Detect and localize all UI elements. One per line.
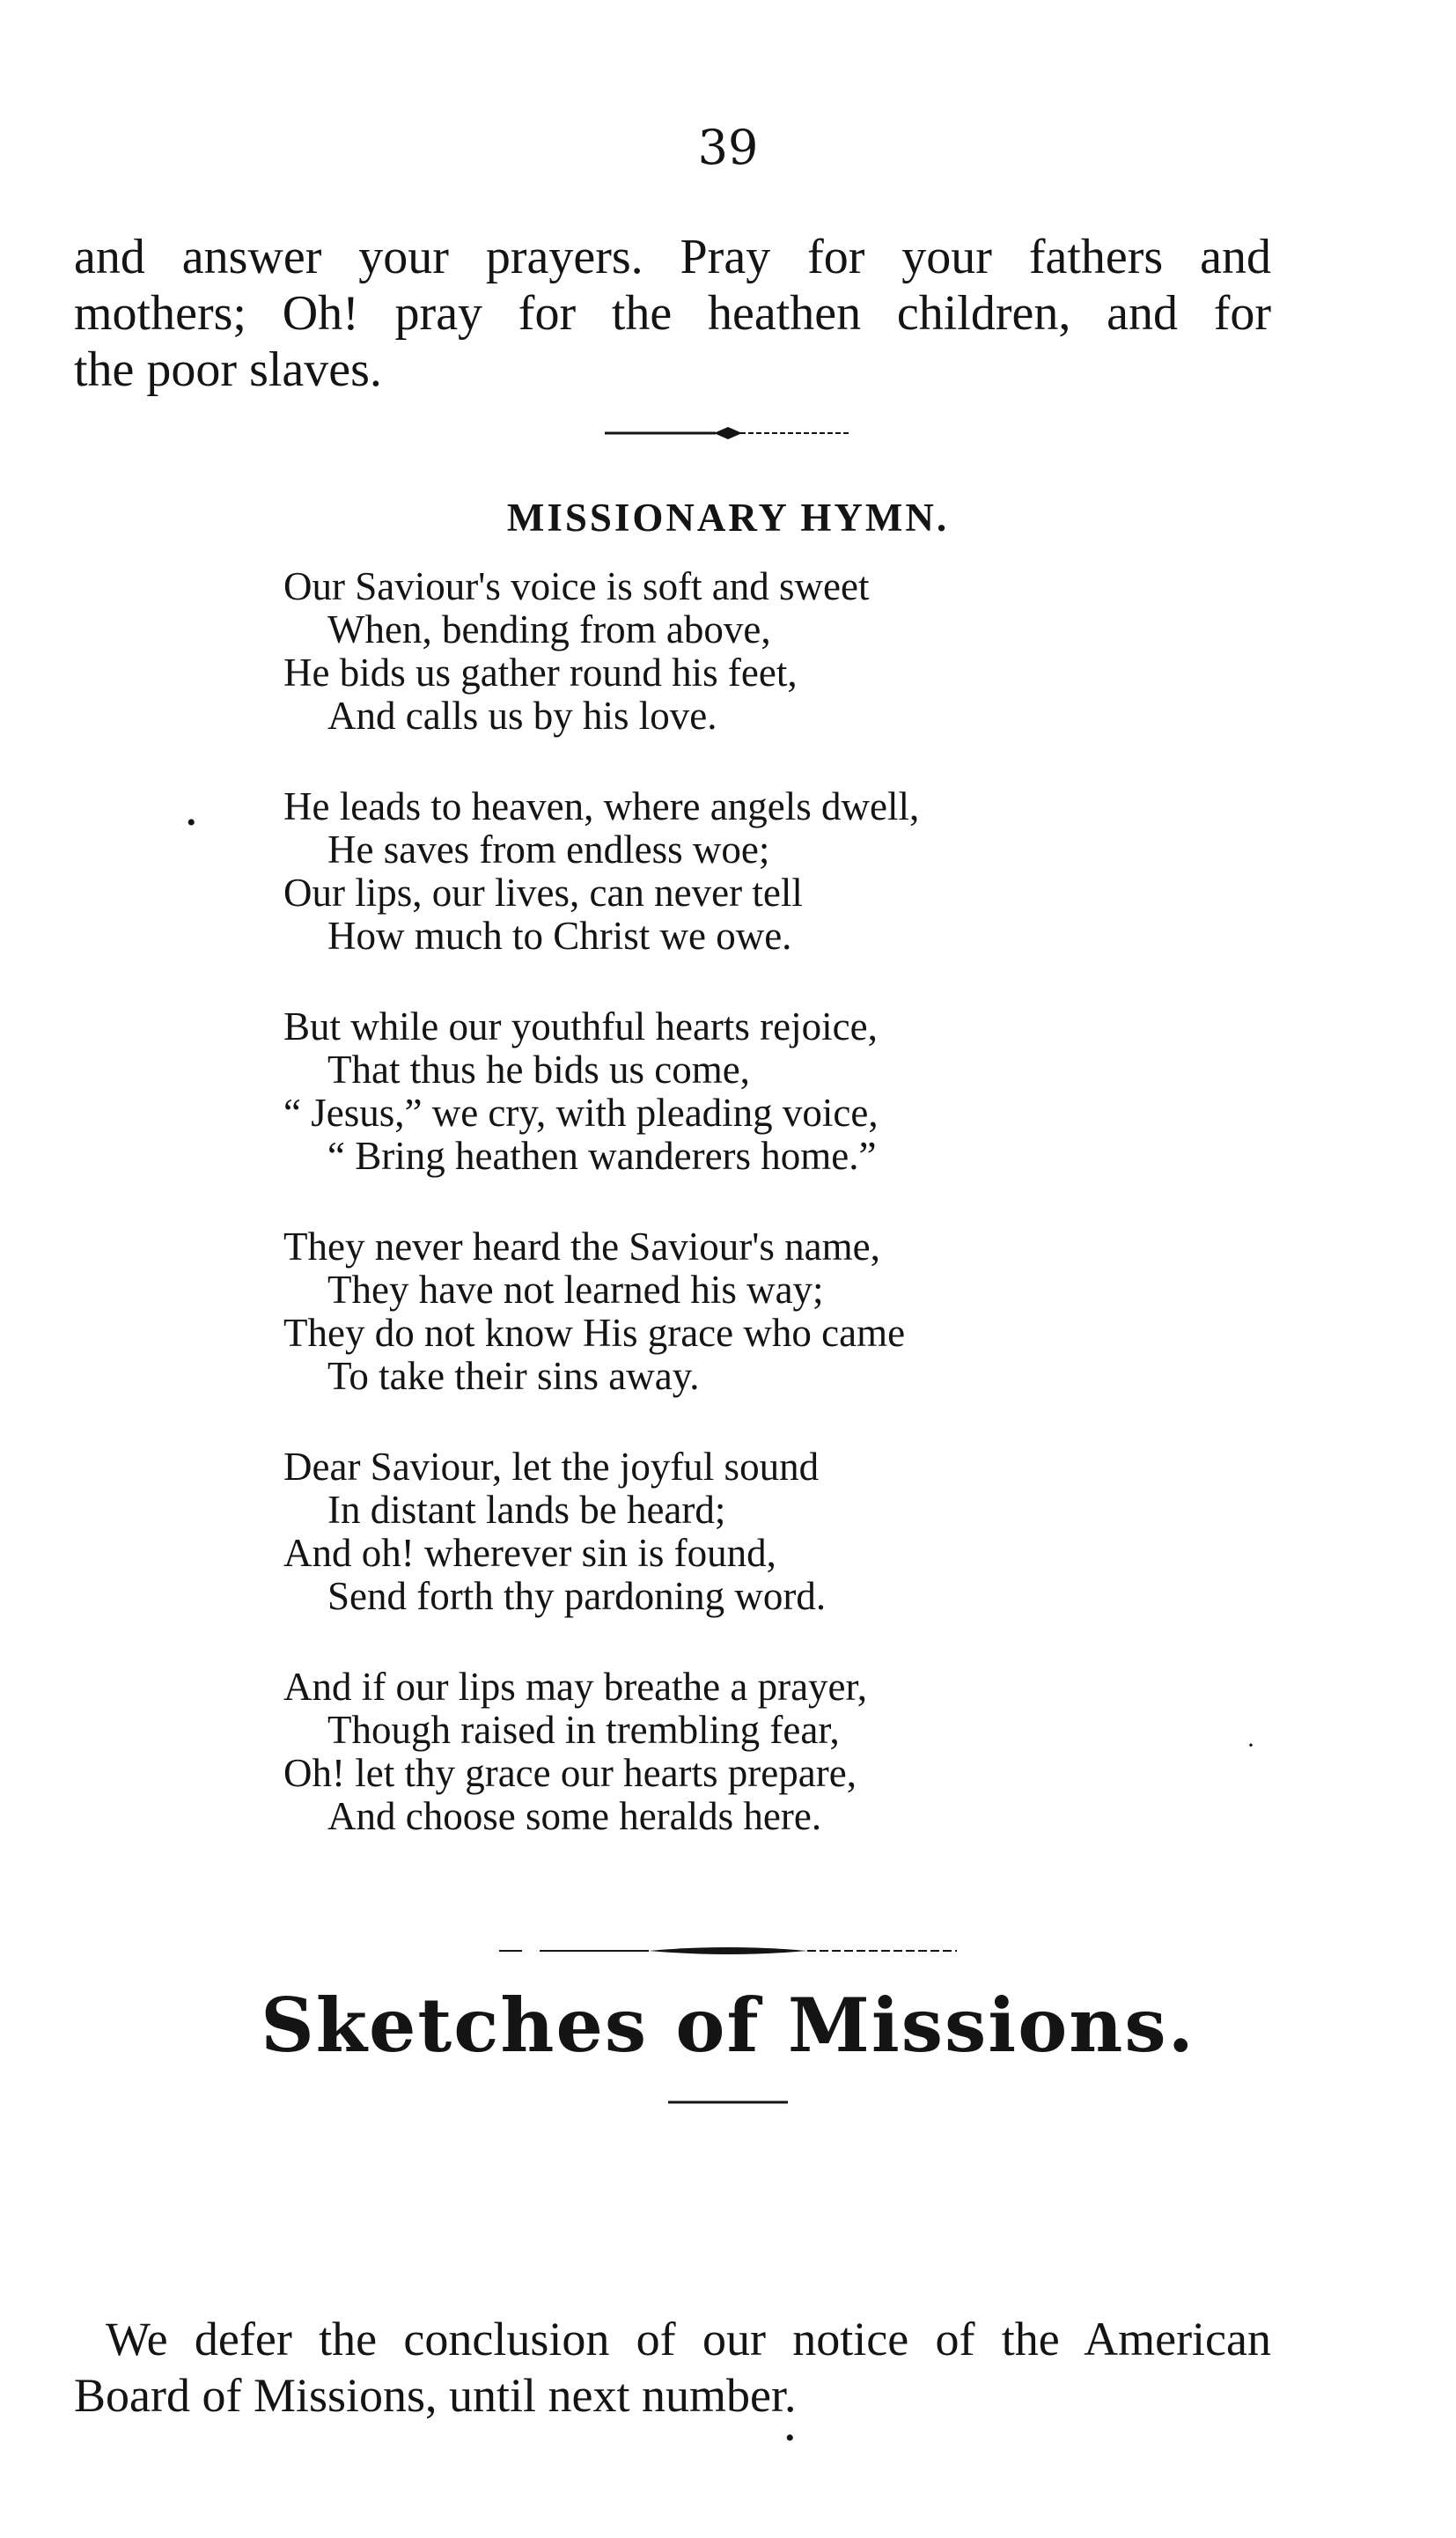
verse-line: He leads to heaven, where angels dwell,: [283, 784, 920, 828]
verse-line: They have not learned his way;: [327, 1268, 824, 1312]
verse-line: Send forth thy pardoning word.: [327, 1574, 827, 1618]
stray-mark: ·: [1246, 1731, 1255, 1760]
verse-line: And choose some heralds here.: [327, 1794, 822, 1838]
verse-line: “ Jesus,” we cry, with pleading voice,: [283, 1091, 879, 1135]
divider-ornament-top: [0, 426, 1456, 440]
stanza: [283, 565, 1076, 738]
verse-line: That thus he bids us come,: [327, 1048, 750, 1092]
text-line: We defer the conclusion of our notice of the American: [106, 2313, 1271, 2365]
closing-paragraph: [74, 2311, 1271, 2424]
verse-line: When, bending from above,: [327, 607, 771, 651]
verse-line: How much to Christ we owe.: [327, 914, 792, 958]
text-line: Board of Missions, until next number.: [74, 2369, 797, 2422]
verse-line: They do not know His grace who came: [283, 1311, 906, 1355]
divider-rule-middle: [0, 1944, 1456, 1958]
hymn-title: MISSIONARY HYMN.: [506, 496, 950, 540]
page-number: 39: [697, 120, 759, 175]
verse-line: He bids us gather round his feet,: [283, 651, 798, 695]
verse-line: In distant lands be heard;: [327, 1488, 726, 1532]
verse-line: To take their sins away.: [327, 1354, 700, 1398]
verse-line: Though raised in trembling fear,: [327, 1708, 840, 1752]
stanza: [283, 1446, 1076, 1618]
section-title: Sketches of Missions.: [261, 1982, 1195, 2069]
divider-rule-short: [0, 2099, 1456, 2106]
verse-line: And calls us by his love.: [327, 694, 717, 738]
verse-line: Our Saviour's voice is soft and sweet: [283, 564, 870, 608]
verse-line: But while our youthful hearts rejoice,: [283, 1004, 878, 1048]
verse-line: “ Bring heathen wanderers home.”: [327, 1134, 877, 1178]
stray-mark: •: [187, 808, 196, 837]
verse-line: They never heard the Saviour's name,: [283, 1225, 880, 1269]
verse-line: Our lips, our lives, can never tell: [283, 871, 803, 915]
hymn: [283, 565, 1076, 1886]
text-line: and answer your prayers. Pray for your fathers and: [74, 230, 1271, 284]
stanza: [283, 1005, 1076, 1178]
verse-line: He saves from endless woe;: [327, 828, 770, 872]
text-line: the poor slaves.: [74, 342, 382, 397]
verse-line: And if our lips may breathe a prayer,: [283, 1665, 867, 1709]
stanza: [283, 1225, 1076, 1398]
intro-paragraph: [74, 229, 1271, 398]
verse-line: Dear Saviour, let the joyful sound: [283, 1445, 820, 1489]
verse-line: And oh! wherever sin is found,: [283, 1531, 776, 1575]
stanza: [283, 785, 1076, 958]
verse-line: Oh! let thy grace our hearts prepare,: [283, 1751, 857, 1795]
stray-mark: •: [785, 2424, 795, 2453]
text-line: mothers; Oh! pray for the heathen children, and for: [74, 286, 1271, 341]
stanza: [283, 1666, 1076, 1838]
